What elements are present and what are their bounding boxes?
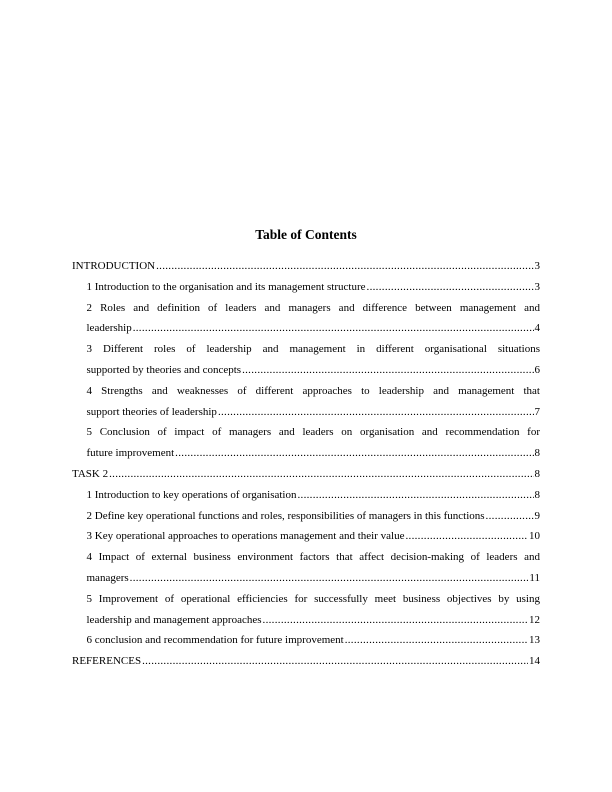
toc-entry-last-line xyxy=(87,402,541,423)
toc-entry[interactable] xyxy=(72,526,540,547)
dot-leader xyxy=(367,277,534,298)
toc-page-number: 8 xyxy=(534,467,540,480)
toc-entry-line: 5 Conclusion of impact of managers and leaders on organisation and recommendation for xyxy=(86,426,540,439)
toc-entry-last-line xyxy=(87,568,541,589)
toc-entry-last-line xyxy=(87,360,541,381)
dot-leader xyxy=(109,464,533,485)
dot-leader xyxy=(130,568,529,589)
toc-entry-text: managers xyxy=(86,571,129,584)
toc-page-number: 11 xyxy=(529,571,540,584)
toc-entry-last-line xyxy=(87,318,541,339)
dot-leader xyxy=(345,630,528,651)
toc-page-number: 3 xyxy=(534,260,540,272)
dot-leader xyxy=(133,318,534,339)
dot-leader xyxy=(142,651,528,672)
toc-entry[interactable] xyxy=(72,506,540,527)
dot-leader xyxy=(242,360,533,381)
toc-entry-last-line xyxy=(87,610,541,631)
toc-entry[interactable] xyxy=(72,547,540,589)
toc-entry[interactable] xyxy=(72,256,540,277)
toc-entry-last-line xyxy=(87,526,541,547)
dot-leader xyxy=(175,443,533,464)
toc-entry[interactable] xyxy=(72,422,540,464)
toc-page-number: 4 xyxy=(534,322,540,335)
toc-entry-text: future improvement xyxy=(86,447,175,460)
toc-entry[interactable] xyxy=(72,651,540,672)
toc-entry-text: supported by theories and concepts xyxy=(86,363,242,376)
toc-page-number: 13 xyxy=(529,634,540,647)
toc-entry-line: 2 Roles and definition of leaders and managers and difference between management and xyxy=(86,301,540,314)
toc-page-number: 8 xyxy=(534,447,540,460)
toc-page-number: 3 xyxy=(534,280,540,293)
toc-entry-line: 4 Strengths and weaknesses of different approaches to leadership and management that xyxy=(86,384,540,397)
toc-page-number: 9 xyxy=(534,509,540,522)
toc-entry[interactable] xyxy=(72,630,540,651)
toc-entry[interactable] xyxy=(72,277,540,298)
toc-entry-text: support theories of leadership xyxy=(86,405,217,418)
toc-entry-text: leadership and management approaches xyxy=(86,613,262,626)
toc-entry-text: leadership xyxy=(86,322,132,335)
toc-entry-line: 5 Improvement of operational efficiencies for successfully meet business objectives by using xyxy=(86,592,540,605)
toc-entry-last-line xyxy=(87,506,541,527)
toc-entry-last-line xyxy=(72,651,540,672)
toc-entry-last-line xyxy=(87,630,541,651)
dot-leader xyxy=(218,402,534,423)
dot-leader xyxy=(297,485,533,506)
toc-entry-line: 3 Different roles of leadership and management in different organisational situations xyxy=(86,343,540,356)
toc-entry[interactable] xyxy=(72,298,540,340)
toc-entry-text: 6 conclusion and recommendation for future improvement xyxy=(86,634,344,647)
toc-page-number: 10 xyxy=(529,530,540,543)
toc-page-number: 6 xyxy=(534,363,540,376)
dot-leader xyxy=(405,526,528,547)
toc-entry-text: REFERENCES xyxy=(72,655,142,668)
toc-entry[interactable] xyxy=(72,381,540,423)
toc-entry[interactable] xyxy=(72,589,540,631)
toc-title: Table of Contents xyxy=(255,227,357,242)
toc-entry-text: 1 Introduction to key operations of organisation xyxy=(86,488,297,501)
table-of-contents xyxy=(72,256,540,672)
toc-entry-line: 4 Impact of external business environment factors that affect decision-making of leaders and xyxy=(86,551,540,564)
toc-entry[interactable] xyxy=(72,464,540,485)
toc-page-number: 8 xyxy=(534,488,540,501)
toc-page-number: 12 xyxy=(529,613,540,626)
toc-entry-last-line xyxy=(72,256,540,277)
toc-entry-text: INTRODUCTION xyxy=(72,260,156,272)
toc-entry[interactable] xyxy=(72,339,540,381)
toc-entry[interactable] xyxy=(72,485,540,506)
toc-entry-last-line xyxy=(72,464,540,485)
toc-page-number: 14 xyxy=(529,655,540,668)
toc-entry-text: 1 Introduction to the organisation and its management structure xyxy=(86,280,366,293)
toc-entry-text: TASK 2 xyxy=(72,467,109,480)
toc-entry-last-line xyxy=(87,443,541,464)
toc-entry-text: 2 Define key operational functions and roles, responsibilities of managers in this functions xyxy=(86,509,485,522)
toc-entry-text: 3 Key operational approaches to operations management and their value xyxy=(86,530,405,543)
dot-leader xyxy=(263,610,528,631)
dot-leader xyxy=(486,506,534,527)
dot-leader xyxy=(156,256,533,277)
toc-page-number: 7 xyxy=(534,405,540,418)
toc-entry-last-line xyxy=(87,485,541,506)
toc-entry-last-line xyxy=(87,277,541,298)
